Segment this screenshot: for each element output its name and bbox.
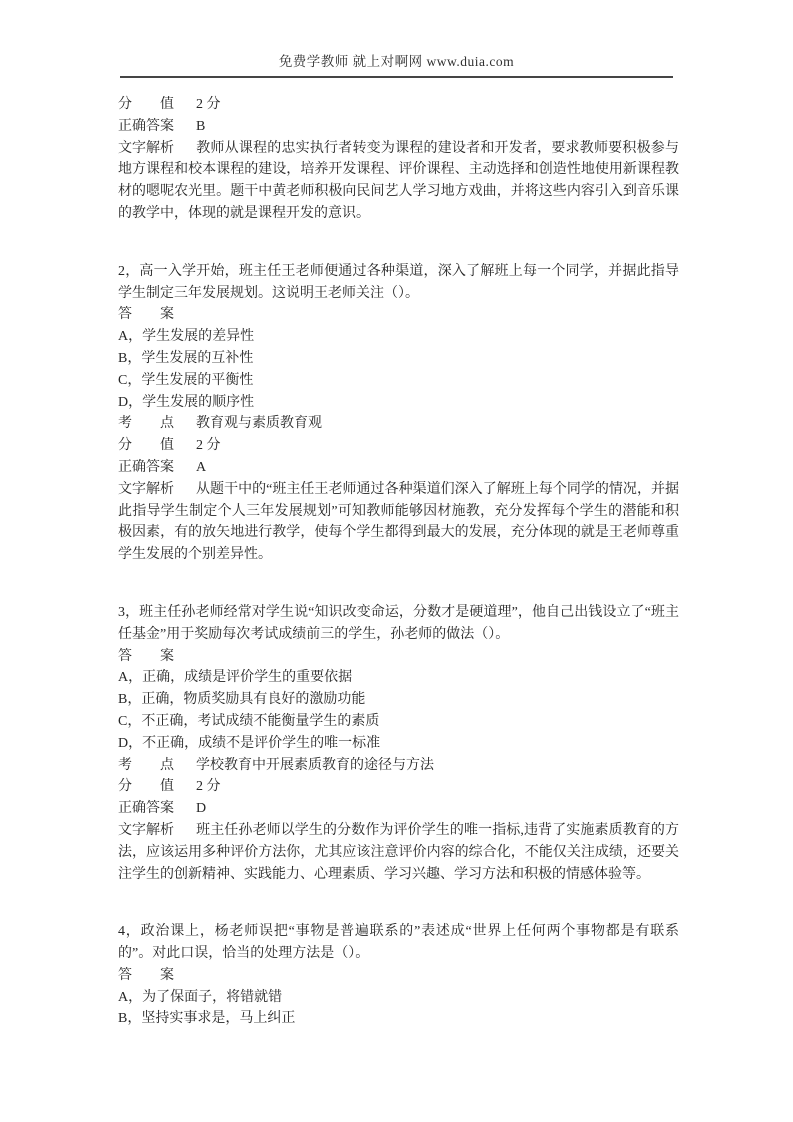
option-line-text: B，坚持实事求是，马上纠正 — [118, 1011, 296, 1027]
answer-header-label-char: 案 — [160, 967, 174, 983]
analysis-para — [118, 138, 679, 225]
analysis-label: 文字解析 — [118, 140, 174, 156]
exam-point-row-label-char: 点 — [160, 757, 174, 773]
option-line — [118, 326, 679, 348]
document-body — [118, 94, 679, 1030]
correct-answer-row-value: B — [196, 118, 206, 134]
question-stem-text: 4，政治课上，杨老师误把“事物是普遍联系的”表述成“世界上任何两个事物都是有联系的”。对此口误，恰当的处理方法是（）。 — [118, 924, 679, 962]
exam-point-row-label-char: 考 — [118, 757, 132, 773]
answer-header-label-char: 答 — [118, 648, 132, 664]
question-stem — [118, 261, 679, 305]
option-line-text: C，不正确，考试成绩不能衡量学生的素质 — [118, 713, 380, 729]
option-line — [118, 711, 679, 733]
question-block-4 — [118, 921, 679, 1030]
analysis-para — [118, 479, 679, 566]
answer-header-label-char: 答 — [118, 307, 132, 323]
correct-answer-row — [118, 457, 679, 479]
option-line-text: B，学生发展的互补性 — [118, 350, 254, 366]
score-row-label — [118, 435, 174, 457]
correct-answer-row — [118, 798, 679, 820]
answer-header-label — [118, 965, 174, 987]
analysis-para-text: 班主任孙老师以学生的分数作为评价学生的唯一指标,违背了实施素质教育的方法，应该运用多种评价方法你，尤其应该注意评价内容的综合化，不能仅关注成绩，还要关注学生的创新精神、实践能力、心理素质、学习兴趣、学习方法和积极的情感体验等。 — [118, 822, 679, 882]
exam-point-row-value: 学校教育中开展素质教育的途径与方法 — [196, 757, 434, 773]
answer-header — [118, 965, 679, 987]
option-line-text: B，正确，物质奖励具有良好的激励功能 — [118, 692, 366, 708]
score-row-value: 2 分 — [196, 97, 221, 112]
score-row-label-char: 值 — [160, 779, 174, 795]
answer-header-label — [118, 304, 174, 326]
exam-point-row — [118, 755, 679, 777]
exam-point-row — [118, 413, 679, 435]
answer-header-label-char: 答 — [118, 967, 132, 983]
analysis-para-text: 教师从课程的忠实执行者转变为课程的建设者和开发者，要求教师要积极参与地方课程和校本课程的建设，培养开发课程、评价课程、主动选择和创造性地使用新课程教材的嗯呢农光里。题干中黄老师积极向民间艺人学习地方戏曲，并将这些内容引入到音乐课的教学中，体现的就是课程开发的意识。 — [118, 140, 679, 221]
question-stem-text: 3，班主任孙老师经常对学生说“知识改变命运，分数才是硬道理”，他自己出钱设立了“班主任基金”用于奖励每次考试成绩前三的学生，孙老师的做法（）。 — [118, 604, 679, 642]
option-line-text: C，学生发展的平衡性 — [118, 372, 254, 388]
analysis-para — [118, 820, 679, 885]
question-block-3 — [118, 602, 679, 885]
exam-point-row-value: 教育观与素质教育观 — [196, 416, 322, 432]
correct-answer-row-label: 正确答案 — [118, 459, 174, 475]
score-row-label-char: 值 — [160, 438, 174, 454]
answer-header — [118, 304, 679, 326]
question-stem — [118, 921, 679, 965]
option-line — [118, 392, 679, 414]
correct-answer-row-value: A — [196, 459, 207, 475]
option-line-text: D，不正确，成绩不是评价学生的唯一标准 — [118, 735, 381, 751]
analysis-label: 文字解析 — [118, 822, 174, 838]
option-line-text: A，为了保面子，将错就错 — [118, 989, 283, 1005]
question-block-1 — [118, 94, 679, 225]
option-line — [118, 370, 679, 392]
answer-header-label — [118, 646, 174, 668]
score-row — [118, 94, 679, 116]
question-block-2 — [118, 261, 679, 566]
score-row-label-char: 分 — [118, 438, 132, 454]
option-line — [118, 1008, 679, 1030]
option-line — [118, 987, 679, 1009]
score-row-label-char: 分 — [118, 779, 132, 795]
score-row-value: 2 分 — [196, 438, 221, 454]
question-stem-text: 2，高一入学开始，班主任王老师便通过各种渠道，深入了解班上每一个同学，并据此指导学生制定三年发展规划。这说明王老师关注（）。 — [118, 263, 679, 301]
option-line — [118, 667, 679, 689]
option-line-text: A，正确，成绩是评价学生的重要依据 — [118, 670, 353, 686]
option-line-text: A，学生发展的差异性 — [118, 329, 255, 345]
answer-header-label-char: 案 — [160, 307, 174, 323]
correct-answer-row — [118, 116, 679, 138]
exam-point-row-label — [118, 755, 174, 777]
exam-point-row-label-char: 点 — [160, 416, 174, 432]
score-row — [118, 435, 679, 457]
exam-point-row-label — [118, 413, 174, 435]
analysis-label: 文字解析 — [118, 481, 174, 497]
exam-point-row-label-char: 考 — [118, 416, 132, 432]
option-line — [118, 689, 679, 711]
score-row-value: 2 分 — [196, 779, 221, 795]
correct-answer-row-label: 正确答案 — [118, 801, 174, 817]
option-line-text: D，学生发展的顺序性 — [118, 394, 255, 410]
score-row — [118, 776, 679, 798]
header-divider-rule — [120, 76, 673, 78]
score-row-label — [118, 776, 174, 798]
question-stem — [118, 602, 679, 646]
option-line — [118, 733, 679, 755]
analysis-para-text: 从题干中的“班主任王老师通过各种渠道们深入了解班上每个同学的情况，并据此指导学生制定个人三年发展规划”可知教师能够因材施教，充分发挥每个学生的潜能和积极因素，有的放矢地进行教学，使每个学生都得到最大的发展，充分体现的就是王老师尊重学生发展的个别差异性。 — [118, 481, 679, 563]
correct-answer-row-value: D — [196, 801, 207, 817]
correct-answer-row-label: 正确答案 — [118, 118, 174, 134]
page-header-site-text: 免费学教师 就上对啊网 www.duia.com — [278, 54, 515, 69]
score-row-label-char: 分 — [118, 97, 132, 112]
score-row-label — [118, 94, 174, 116]
score-row-label-char: 值 — [160, 97, 174, 112]
answer-header — [118, 646, 679, 668]
answer-header-label-char: 案 — [160, 648, 174, 664]
option-line — [118, 348, 679, 370]
